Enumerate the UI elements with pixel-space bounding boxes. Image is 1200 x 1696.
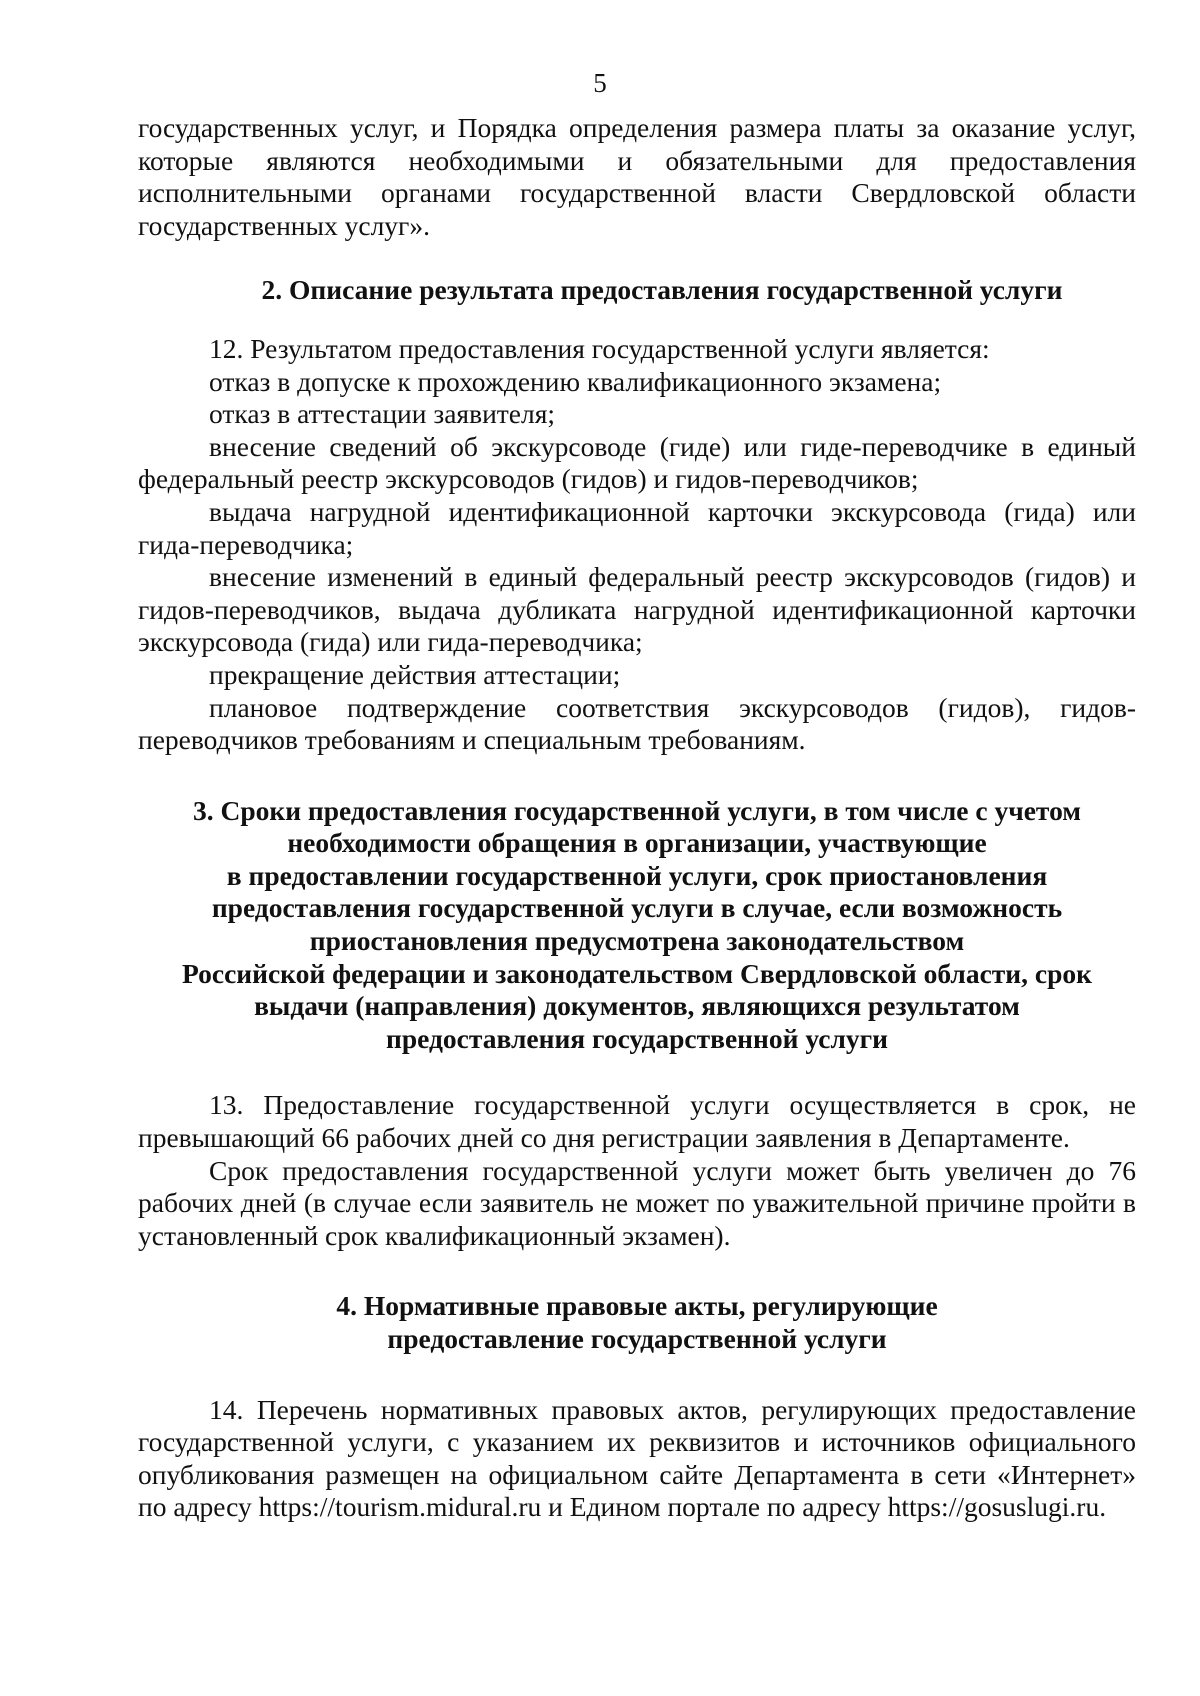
intro-paragraph: государственных услуг, и Порядка определения размера платы за оказание услуг, которые являются необходимыми и обязательными для предоставления исполнительными органами государственной власти Свердловской области государственных услуг». <box>138 112 1136 241</box>
heading-line: Российской федерации и законодательством Свердловской области, срок <box>182 957 1092 989</box>
paragraph: 12. Результатом предоставления государственной услуги является: <box>209 332 990 364</box>
heading-line: 4. Нормативные правовые акты, регулирующие <box>336 1290 938 1322</box>
paragraph: Срок предоставления государственной услуги может быть увеличен до 76 рабочих дней (в случае если заявитель не может по уважительной причине пройти в установленный срок квалификационный экзамен). <box>138 1154 1136 1251</box>
section-3-body <box>138 1089 1136 1252</box>
heading-line: выдачи (направления) документов, являющихся результатом <box>254 990 1020 1022</box>
section-2-body <box>138 333 1136 757</box>
list-item: отказ в допуске к прохождению квалификационного экзамена; <box>209 365 942 397</box>
heading-line: в предоставлении государственной услуги, срок приостановления <box>226 859 1048 891</box>
list-item: выдача нагрудной идентификационной карточки экскурсовода (гида) или гида-переводчика; <box>138 495 1136 560</box>
heading-line: необходимости обращения в организации, участвующие <box>287 827 987 859</box>
section-2-heading: 2. Описание результата предоставления государственной услуги <box>261 274 1063 306</box>
page-number: 5 <box>593 68 607 98</box>
list-item: внесение сведений об экскурсоводе (гиде) или гиде-переводчике в единый федеральный реестр экскурсоводов (гидов) и гидов-переводчиков; <box>138 430 1136 495</box>
list-item: плановое подтверждение соответствия экскурсоводов (гидов), гидов-переводчиков требованиям и специальным требованиям. <box>138 691 1136 756</box>
heading-line: предоставления государственной услуги <box>386 1022 888 1054</box>
paragraph: 14. Перечень нормативных правовых актов, регулирующих предоставление государственной услуги, с указанием их реквизитов и источников официального опубликования размещен на официальном сайте Департамента в сети «Интернет» по адресу https://tourism.midural.ru и Едином портале по адресу https://gosuslugi.ru. <box>138 1393 1136 1523</box>
section-4-heading <box>138 1290 1136 1355</box>
heading-line: предоставление государственной услуги <box>387 1323 887 1354</box>
heading-line: предоставления государственной услуги в случае, если возможность <box>211 892 1063 924</box>
document-body <box>138 112 1136 1524</box>
paragraph: 13. Предоставление государственной услуги осуществляется в срок, не превышающий 66 рабочих дней со дня регистрации заявления в Департаменте. <box>138 1089 1136 1154</box>
list-item: отказ в аттестации заявителя; <box>209 398 556 430</box>
section-3-heading <box>138 795 1136 1056</box>
heading-line: приостановления предусмотрена законодательством <box>309 925 965 957</box>
list-item: прекращение действия аттестации; <box>209 658 621 690</box>
section-4-body <box>138 1394 1136 1524</box>
list-item: внесение изменений в единый федеральный реестр экскурсоводов (гидов) и гидов-переводчиков, выдача дубликата нагрудной идентификационной карточки экскурсовода (гида) или гида-переводчика; <box>138 561 1136 658</box>
heading-line: 3. Сроки предоставления государственной услуги, в том числе с учетом <box>192 794 1082 826</box>
